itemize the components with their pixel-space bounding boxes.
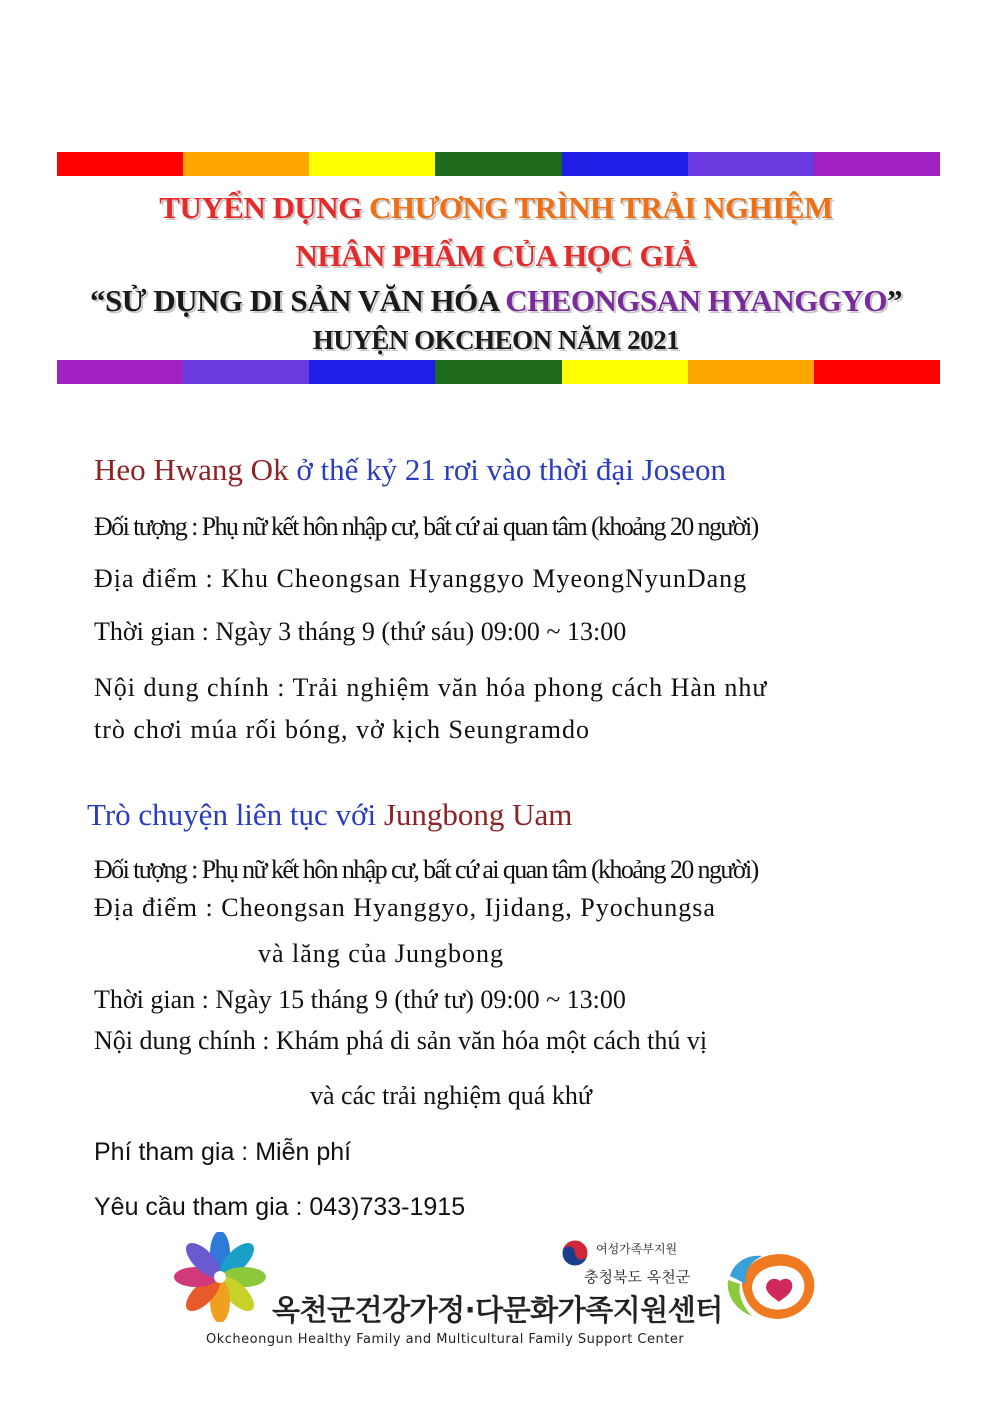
band-segment bbox=[435, 360, 561, 384]
band-segment bbox=[814, 152, 940, 176]
program1-title-name: Heo Hwang Ok bbox=[94, 452, 289, 487]
rainbow-band-bottom bbox=[57, 360, 940, 384]
program1-time: Thời gian : Ngày 3 tháng 9 (thứ sáu) 09:00 ~ 13:00 bbox=[94, 617, 627, 646]
band-segment bbox=[57, 360, 183, 384]
program2-location-line2: và lăng của Jungbong bbox=[258, 939, 505, 968]
program2-title-name: Jungbong Uam bbox=[383, 797, 573, 832]
title-line-4: HUYỆN OKCHEON NĂM 2021 bbox=[312, 325, 680, 355]
government-emblem-icon bbox=[560, 1238, 590, 1268]
band-segment bbox=[309, 152, 435, 176]
program2-title bbox=[87, 797, 572, 833]
center-name-english: Okcheongun Healthy Family and Multicultural Family Support Center bbox=[206, 1332, 685, 1347]
program1-content-line1: Nội dung chính : Trải nghiệm văn hóa phong cách Hàn như bbox=[94, 673, 768, 702]
heart-logo-icon bbox=[722, 1246, 832, 1326]
band-segment bbox=[562, 152, 688, 176]
band-segment bbox=[814, 360, 940, 384]
footer-logo-area bbox=[160, 1232, 840, 1362]
program2-title-rest: Trò chuyện liên tục với bbox=[87, 797, 384, 832]
title-recruit: TUYỂN DỤNG bbox=[159, 190, 370, 225]
band-segment bbox=[688, 360, 814, 384]
band-segment bbox=[183, 152, 309, 176]
title-line-1 bbox=[0, 190, 992, 226]
title-heritage: “SỬ DỤNG DI SẢN VĂN HÓA bbox=[90, 283, 506, 318]
program2-location-line1: Địa điểm : Cheongsan Hyanggyo, Ijidang, Pyochungsa bbox=[94, 893, 716, 922]
band-segment bbox=[435, 152, 561, 176]
program1-title-rest: ở thế kỷ 21 rơi vào thời đại Joseon bbox=[288, 452, 727, 487]
band-segment bbox=[309, 360, 435, 384]
title-line-3 bbox=[0, 283, 992, 319]
pinwheel-logo-icon bbox=[160, 1232, 280, 1322]
program2-content-line1: Nội dung chính : Khám phá di sản văn hóa một cách thú vị bbox=[94, 1026, 708, 1055]
rainbow-band-top bbox=[57, 152, 940, 176]
program1-target: Đối tượng : Phụ nữ kết hôn nhập cư, bất cứ ai quan tâm (khoảng 20 người) bbox=[94, 512, 758, 541]
title-hyanggyo: CHEONGSAN HYANGGYO bbox=[505, 283, 887, 318]
band-segment bbox=[57, 152, 183, 176]
contact-info: Yêu cầu tham gia : 043)733-1915 bbox=[94, 1193, 466, 1221]
program2-target: Đối tượng : Phụ nữ kết hôn nhập cư, bất cứ ai quan tâm (khoảng 20 người) bbox=[94, 855, 758, 884]
program2-content-line2: và các trải nghiệm quá khứ bbox=[310, 1081, 592, 1110]
band-segment bbox=[183, 360, 309, 384]
ministry-label: 여성가족부지원 bbox=[596, 1242, 678, 1256]
program1-content-line2: trò chơi múa rối bóng, vở kịch Seungramdo bbox=[94, 715, 590, 744]
fee-info: Phí tham gia : Miễn phí bbox=[94, 1138, 352, 1166]
program2-time: Thời gian : Ngày 15 tháng 9 (thứ tư) 09:00 ~ 13:00 bbox=[94, 985, 626, 1014]
program1-title bbox=[94, 452, 726, 488]
county-label: 충청북도 옥천군 bbox=[584, 1268, 691, 1286]
title-line-2: NHÂN PHẨM CỦA HỌC GIẢ bbox=[295, 238, 697, 273]
band-segment bbox=[562, 360, 688, 384]
program1-location: Địa điểm : Khu Cheongsan Hyanggyo MyeongNyunDang bbox=[94, 564, 748, 593]
center-name-korean: 옥천군건강가정·다문화가족지원센터 bbox=[272, 1293, 723, 1327]
band-segment bbox=[688, 152, 814, 176]
title-quote-close: ” bbox=[886, 283, 902, 318]
title-program: CHƯƠNG TRÌNH TRẢI NGHIỆM bbox=[369, 190, 833, 225]
